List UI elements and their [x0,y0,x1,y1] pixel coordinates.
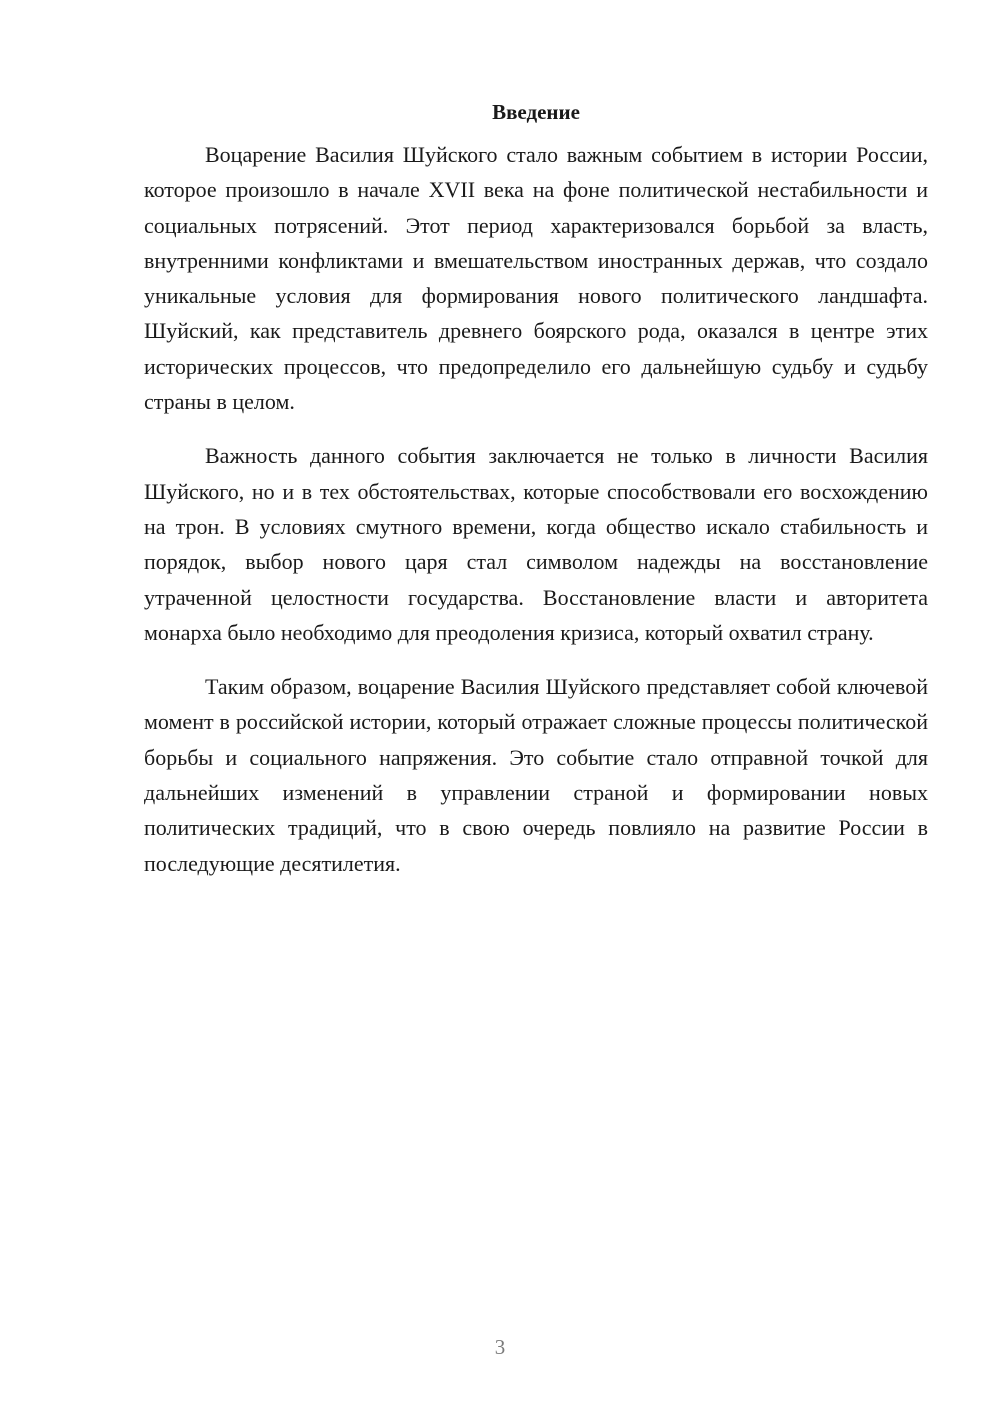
section-title: Введение [492,100,580,124]
page-content [144,98,928,900]
paragraph-1: Воцарение Василия Шуйского стало важным событием в истории России, которое произошло в начале XVII века на фоне политической нестабильности и социальных потрясений. Этот период характеризовался борьбой за власть, внутренними конфликтами и вмешательством иностранных держав, что создало уникальные условия для формирования нового политического ландшафта. Шуйский, как представитель древнего боярского рода, оказался в центре этих исторических процессов, что предопределило его дальнейшую судьбу и судьбу страны в целом. [144,142,928,415]
paragraph-3: Таким образом, воцарение Василия Шуйского представляет собой ключевой момент в российской истории, который отражает сложные процессы политической борьбы и социального напряжения. Это событие стало отправной точкой для дальнейших изменений в управлении страной и формировании новых политических традиций, что в свою очередь повлияло на развитие России в последующие десятилетия. [144,674,928,876]
paragraph-2: Важность данного события заключается не только в личности Василия Шуйского, но и в тех обстоятельствах, которые способствовали его восхождению на трон. В условиях смутного времени, когда общество искало стабильность и порядок, выбор нового царя стал символом надежды на восстановление утраченной целостности государства. Восстановление власти и авторитета монарха было необходимо для преодоления кризиса, который охватил страну. [144,443,928,645]
page-number: 3 [494,1335,506,1359]
